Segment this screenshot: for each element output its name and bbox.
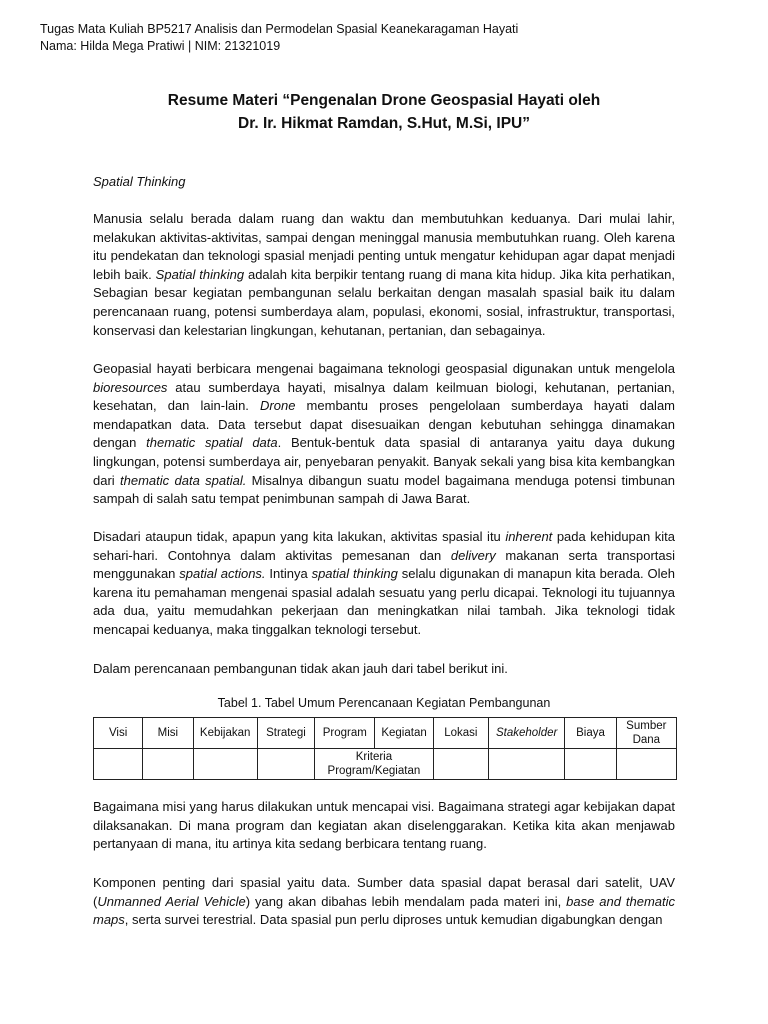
empty-cell	[257, 749, 314, 780]
header-cell: Program	[315, 718, 375, 749]
paragraph-3	[93, 528, 675, 640]
text-run: , serta survei terestrial. Data spasial pun perlu diproses untuk kemudian digabungkan dengan	[124, 912, 663, 928]
header-cell: Kebijakan	[193, 718, 257, 749]
title-line-2: Dr. Ir. Hikmat Ramdan, S.Hut, M.Si, IPU”	[238, 115, 530, 132]
table-row	[94, 749, 677, 780]
student-line: Nama: Hilda Mega Pratiwi | NIM: 21321019	[40, 39, 281, 53]
italic-term: base and thematic maps	[93, 893, 676, 928]
header-cell: Stakeholder	[488, 718, 564, 749]
header-cell: Strategi	[257, 718, 314, 749]
header-cell: Lokasi	[433, 718, 488, 749]
empty-cell	[94, 749, 143, 780]
italic-term: Unmanned Aerial Vehicle	[97, 893, 246, 909]
text-run: atau sumberdaya hayati, misalnya dalam keilmuan biologi, kehutanan, pertanian, kesehatan, dan lain-lain.	[93, 379, 675, 414]
text-run: pada kehidupan kita sehari-hari. Contohnya dalam aktivitas pemesanan dan	[93, 529, 675, 563]
paragraph-1	[93, 210, 675, 340]
text-run: membantu proses pengelolaan sumberdaya hayati dalam mendapatkan data. Data tersebut dapat disesuaikan dengan kebutuhan sehingga dinamakan dengan	[93, 398, 676, 451]
italic-term: thematic spatial data	[146, 435, 278, 451]
text-run: . Bentuk-bentuk data spasial di antaranya yaitu daya dukung lingkungan, potensi sumberdaya air, penyebaran penyakit. Banyak sekali yang bisa kita kembangkan dari	[93, 435, 675, 488]
header-cell: Kegiatan	[375, 718, 433, 749]
merged-criteria-cell: Kriteria Program/Kegiatan	[315, 749, 434, 780]
header-cell: Sumber Dana	[616, 718, 676, 749]
italic-term: Spatial thinking	[155, 266, 245, 282]
italic-term: thematic data spatial.	[120, 472, 247, 488]
table-header-row	[94, 718, 677, 749]
paragraph-5: Bagaimana misi yang harus dilakukan untuk mencapai visi. Bagaimana strategi agar kebijakan dapat dilaksanakan. Di mana program dan kegiatan akan diselenggarakan. Ketika kita akan menjawab pertanyaan di mana, itu artinya kita sedang berbicara tentang ruang.	[93, 799, 675, 852]
text-run: Manusia selalu berada dalam ruang dan waktu dan membutuhkan keduanya. Dari mulai lahir, melakukan aktivitas-aktivitas, sampai dengan meninggal manusia membutuhkan ruang. Oleh karena itu pendekatan dan teknologi spasial menjadi penting untuk mengatur kehidupan agar dapat menjadi lebih baik.	[93, 211, 675, 282]
planning-table	[93, 717, 677, 780]
text-run: ) yang akan dibahas lebih mendalam pada materi ini,	[245, 893, 567, 909]
text-run: Geopasial hayati berbicara mengenai bagaimana teknologi geospasial digunakan untuk mengelola	[93, 361, 675, 376]
empty-cell	[193, 749, 257, 780]
title-line-1: Resume Materi “Pengenalan Drone Geospasial Hayati oleh	[167, 92, 601, 109]
text-run: makanan serta transportasi menggunakan	[93, 547, 675, 582]
text-run: Intinya	[265, 566, 312, 582]
italic-term: bioresources	[93, 379, 168, 395]
section-heading: Spatial Thinking	[93, 174, 186, 189]
empty-cell	[565, 749, 616, 780]
header-cell: Biaya	[565, 718, 616, 749]
table-caption: Tabel 1. Tabel Umum Perencanaan Kegiatan Pembangunan	[217, 696, 551, 710]
paragraph-2	[93, 360, 675, 509]
document-title	[0, 89, 768, 135]
course-line: Tugas Mata Kuliah BP5217 Analisis dan Permodelan Spasial Keanekaragaman Hayati	[40, 22, 519, 36]
text-run: Komponen penting dari spasial yaitu data. Sumber data spasial dapat berasal dari satelit, UAV (	[93, 875, 675, 909]
italic-term: spatial thinking	[311, 566, 398, 582]
header-cell: Visi	[94, 718, 143, 749]
paragraph-6	[93, 874, 675, 930]
italic-term: Drone	[260, 398, 296, 414]
document-header	[40, 21, 518, 55]
empty-cell	[488, 749, 564, 780]
empty-cell	[433, 749, 488, 780]
italic-term: inherent	[505, 529, 553, 544]
paragraph-4: Dalam perencanaan pembangunan tidak akan jauh dari tabel berikut ini.	[93, 661, 508, 676]
text-run: Disadari ataupun tidak, apapun yang kita lakukan, aktivitas spasial itu	[93, 529, 506, 544]
empty-cell	[616, 749, 676, 780]
text-run: selalu digunakan di manapun kita berada. Oleh karena itu pemahaman mengenai spasial adalah sesuatu yang perlu dicapai. Teknologi itu tujuannya ada dua, yaitu memudahkan pekerjaan dan meningkatkan nilai tambah. Jika teknologi tidak mencapai keduanya, maka tinggalkan teknologi tersebut.	[93, 566, 676, 637]
text-run: adalah kita berpikir tentang ruang di mana kita hidup. Jika kita perhatikan, Sebagian besar kegiatan pembangunan selalu berkaitan dengan masalah spasial baik itu dalam perencanaan ruang, potensi sumberdaya alam, populasi, ekonomi, sosial, infrastruktur, transportasi, konservasi dan kelestarian lingkungan, kehutanan, pertanian, dan sebagainya.	[93, 266, 675, 338]
empty-cell	[143, 749, 193, 780]
header-cell: Misi	[143, 718, 193, 749]
italic-term: delivery	[450, 547, 496, 563]
italic-term: spatial actions.	[179, 566, 266, 582]
text-run: Misalnya dibangun suatu model bagaimana menduga potensi timbunan sampah di salah satu tempat penimbunan sampah di Jawa Barat.	[93, 472, 675, 507]
